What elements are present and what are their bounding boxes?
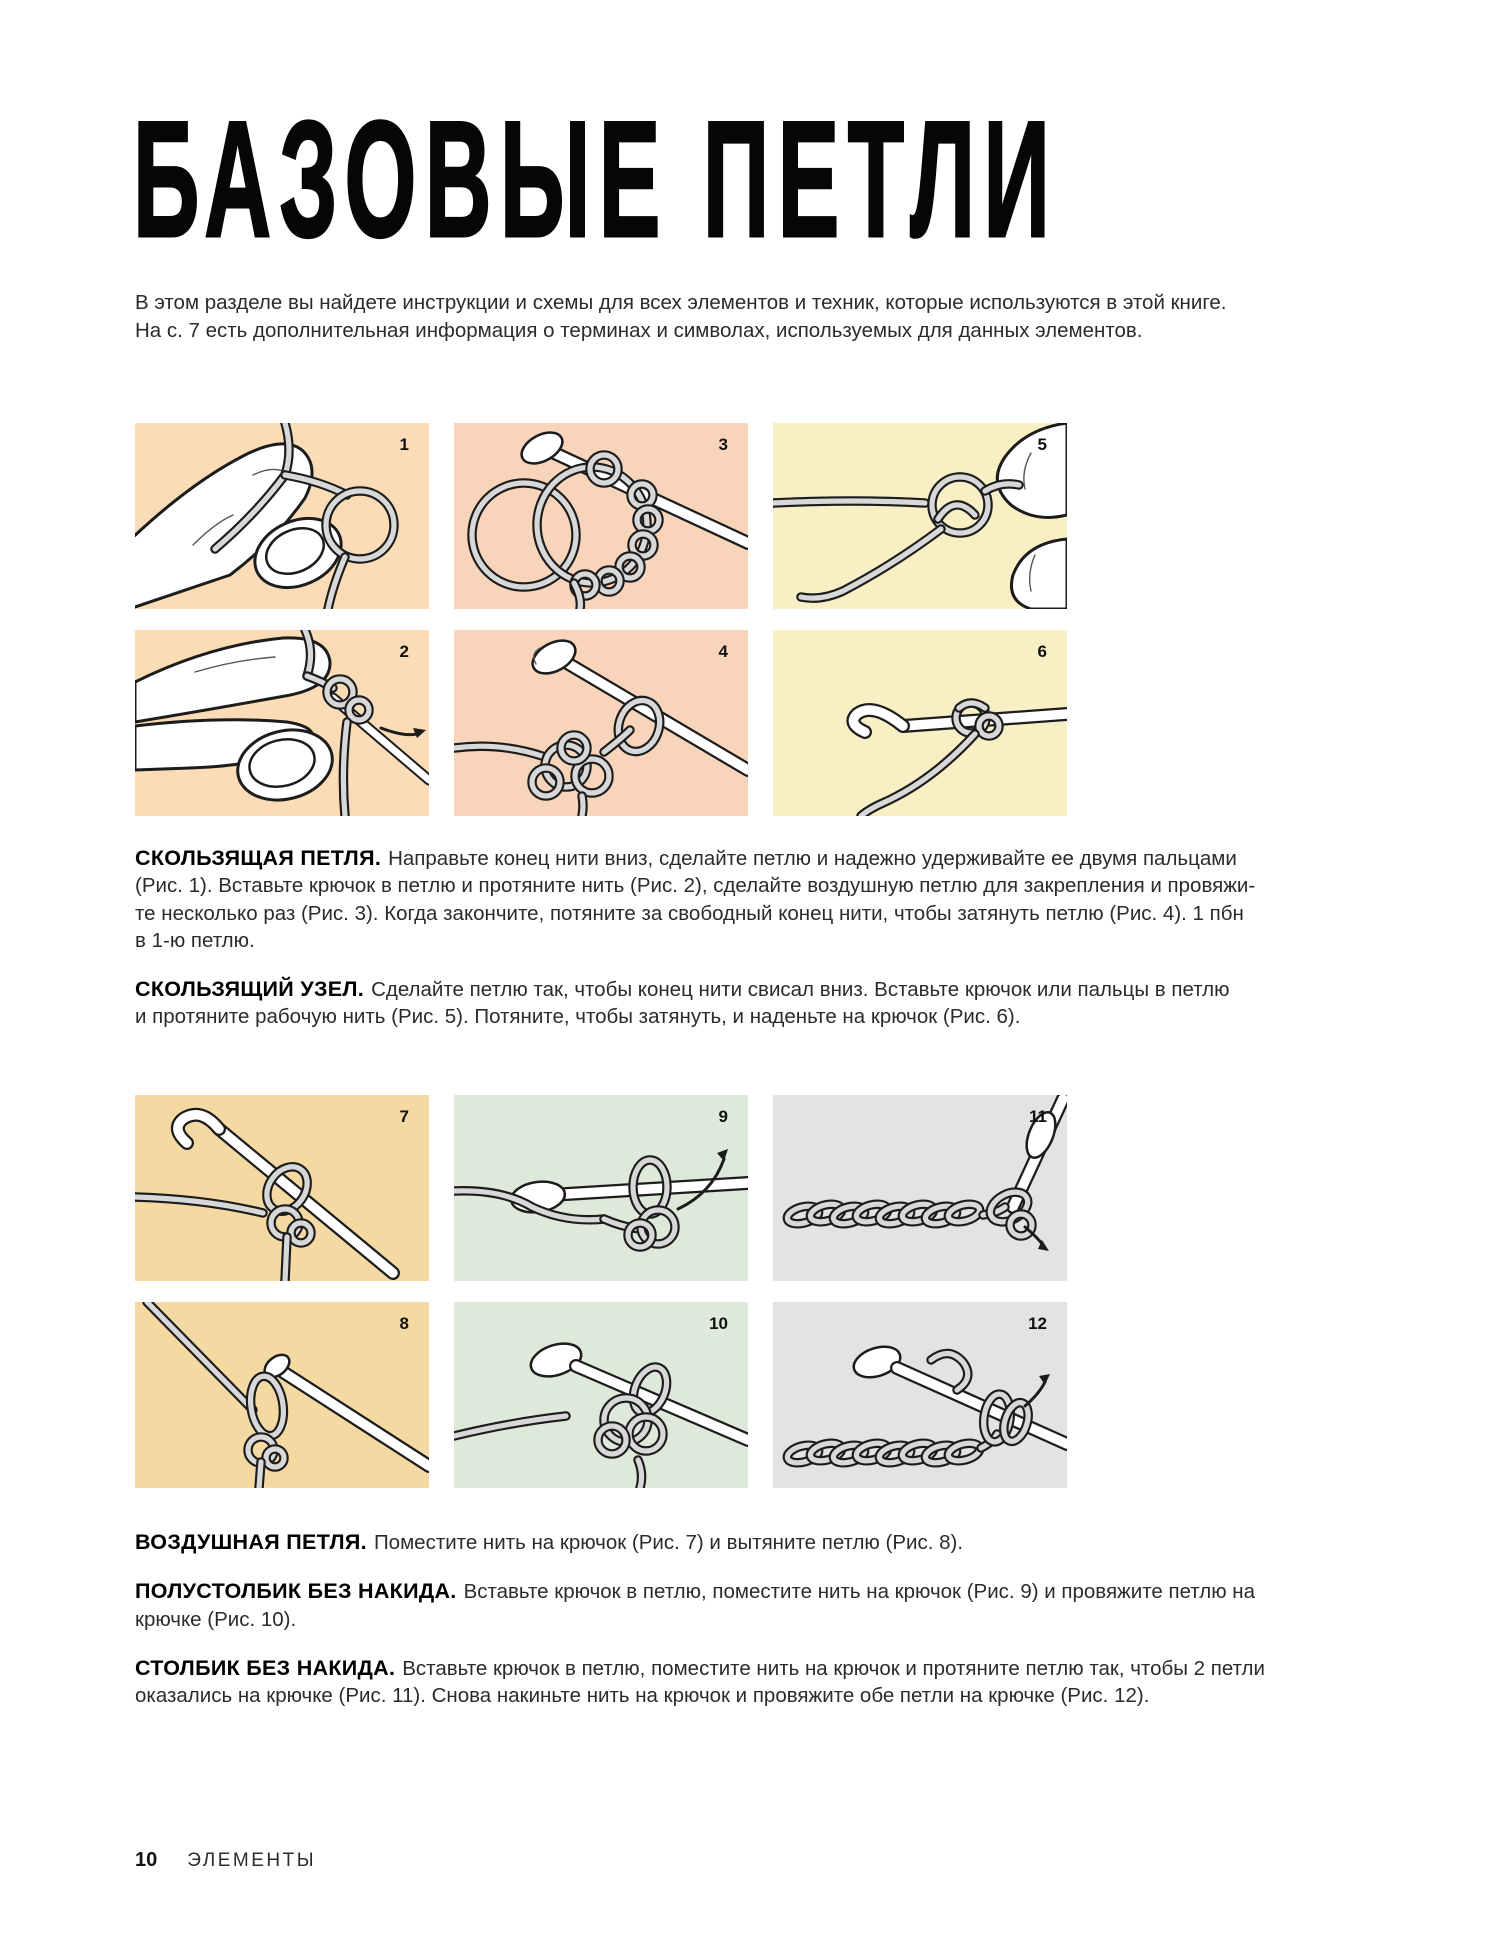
text-run: Сделайте петлю так, чтобы конец нити свисал вниз. Вставьте крючок или пальцы в петлю — [371, 978, 1230, 1002]
figure-panel-10 — [454, 1302, 748, 1488]
illustration-tightened-ring-on-hook — [454, 630, 748, 816]
illustration-yarn-loop-on-finger — [135, 423, 429, 609]
illustration-hook-in-loop-yarn-over — [454, 1095, 748, 1281]
figure-grid-bottom — [135, 1095, 1067, 1488]
text-line — [135, 1529, 1415, 1556]
text-line: крючке (Рис. 10). — [135, 1607, 297, 1631]
text-line: (Рис. 1). Вставьте крючок в петлю и протяните нить (Рис. 2), сделайте воздушную петлю для закрепления и провяжи- — [135, 874, 1256, 898]
figure-panel-6 — [773, 630, 1067, 816]
text-run: Вставьте крючок в петлю, поместите нить на крючок (Рис. 9) и провяжите петлю на — [463, 1580, 1255, 1604]
figure-panel-11 — [773, 1095, 1067, 1281]
paragraph-slip-loop — [135, 845, 1415, 954]
illustration-loop-held-by-fingers — [773, 423, 1067, 609]
illustration-pulled-up-loop — [135, 1302, 429, 1488]
text-line: те несколько раз (Рис. 3). Когда закончите, потяните за свободный конец нити, чтобы затянуть петлю (Рис. 4). 1 пбн — [135, 901, 1244, 925]
panel-number: 1 — [399, 435, 409, 454]
instructions-block-top — [135, 845, 1415, 1053]
footer-page-number: 10 — [135, 1849, 158, 1871]
paragraph-heading: СТОЛБИК БЕЗ НАКИДА. — [135, 1655, 396, 1680]
panel-number: 6 — [1037, 642, 1047, 661]
text-line — [135, 845, 1415, 872]
figure-panel-7 — [135, 1095, 429, 1281]
intro-line: В этом разделе вы найдете инструкции и схемы для всех элементов и техник, которые используются в этой книге. — [135, 291, 1227, 314]
illustration-chain-ring-on-hook — [454, 423, 748, 609]
figure-panel-2 — [135, 630, 429, 816]
text-line — [135, 976, 1415, 1003]
illustration-loop-drawn-through — [454, 1302, 748, 1488]
illustration-hook-inserted-in-chain — [773, 1095, 1067, 1281]
text-run: Вставьте крючок в петлю, поместите нить на крючок и протяните петлю так, чтобы 2 петли — [402, 1656, 1265, 1680]
panel-number: 3 — [718, 435, 728, 454]
figure-panel-3 — [454, 423, 748, 609]
figure-panel-12 — [773, 1302, 1067, 1488]
figure-panel-8 — [135, 1302, 429, 1488]
panel-number: 11 — [1029, 1107, 1047, 1126]
paragraph-single-crochet — [135, 1655, 1415, 1710]
paragraph-chain-stitch — [135, 1529, 1415, 1556]
footer-section-label: ЭЛЕМЕНТЫ — [187, 1850, 317, 1871]
panel-number: 2 — [399, 642, 409, 661]
figure-panel-1 — [135, 423, 429, 609]
text-run: Направьте конец нити вниз, сделайте петлю и надежно удерживайте ее двумя пальцами — [388, 847, 1237, 870]
panel-number: 12 — [1028, 1314, 1047, 1333]
illustration-yarn-over-hook — [135, 1095, 429, 1281]
page-footer — [135, 1849, 316, 1872]
illustration-yarn-over-pull-through-two — [773, 1302, 1067, 1488]
panel-number: 8 — [399, 1314, 409, 1333]
paragraph-heading: СКОЛЬЗЯЩИЙ УЗЕЛ. — [135, 977, 365, 1002]
text-line: оказались на крючке (Рис. 11). Снова накиньте нить на крючок и провяжите обе петли на крючке (Рис. 12). — [135, 1684, 1150, 1708]
paragraph-heading: ПОЛУСТОЛБИК БЕЗ НАКИДА. — [135, 1579, 457, 1604]
figure-panel-5 — [773, 423, 1067, 609]
figure-panel-9 — [454, 1095, 748, 1281]
text-line — [135, 1578, 1415, 1605]
text-line: в 1-ю петлю. — [135, 928, 255, 952]
paragraph-heading: СКОЛЬЗЯЩАЯ ПЕТЛЯ. — [135, 846, 382, 870]
panel-number: 10 — [709, 1314, 728, 1333]
panel-number: 7 — [399, 1107, 409, 1126]
panel-number: 5 — [1037, 435, 1047, 454]
paragraph-slip-knot — [135, 976, 1415, 1031]
instructions-block-bottom — [135, 1529, 1415, 1731]
paragraph-half-double-crochet — [135, 1578, 1415, 1633]
panel-number: 9 — [718, 1107, 728, 1126]
intro-line: На с. 7 есть дополнительная информация о терминах и символах, используемых для данных элементов. — [135, 318, 1143, 342]
page-title-text: БАЗОВЫЕ ПЕТЛИ — [133, 87, 1059, 272]
text-line — [135, 1655, 1415, 1682]
figure-grid-top — [135, 423, 1067, 816]
page-title — [133, 87, 1235, 272]
paragraph-heading: ВОЗДУШНАЯ ПЕТЛЯ. — [135, 1530, 367, 1554]
illustration-hook-inserted-in-loop — [135, 630, 429, 816]
panel-number: 4 — [718, 642, 728, 661]
text-run: Поместите нить на крючок (Рис. 7) и вытяните петлю (Рис. 8). — [373, 1531, 964, 1554]
illustration-slip-knot-on-hook — [773, 630, 1067, 816]
text-line: и протяните рабочую нить (Рис. 5). Потяните, чтобы затянуть, и наденьте на крючок (Рис. 6). — [135, 1005, 1021, 1029]
figure-panel-4 — [454, 630, 748, 816]
intro-paragraph — [135, 289, 1226, 344]
